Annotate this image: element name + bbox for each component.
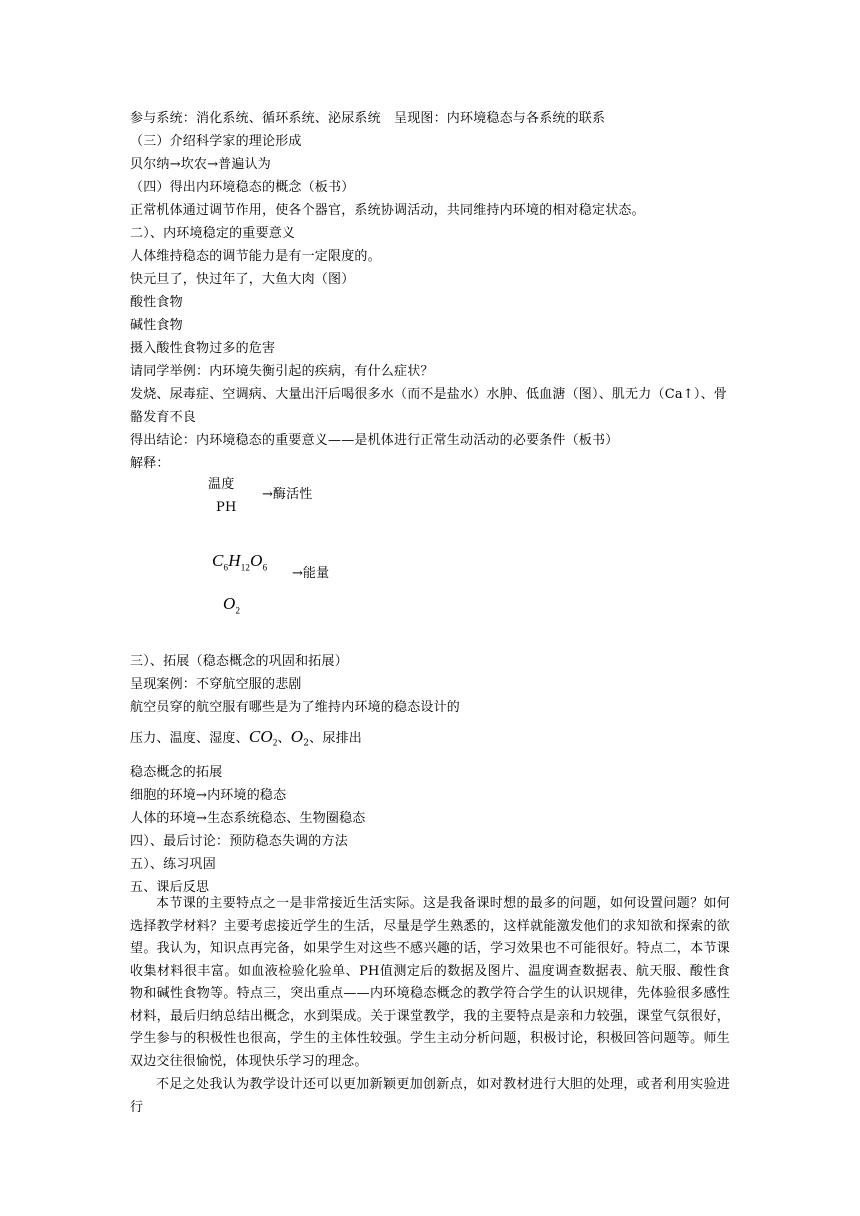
- heading-significance: 二）、内环境稳定的重要意义: [130, 226, 296, 241]
- line-participating-systems: 参与系统：消化系统、循环系统、泌尿系统 呈现图：内环境稳态与各系统的联系: [130, 111, 606, 126]
- formula-c-sub: 6: [223, 562, 229, 573]
- formula-h-sub: 12: [240, 562, 251, 573]
- heading-reflection: 五、课后反思: [130, 880, 210, 895]
- formula-o-sub: 6: [262, 562, 268, 573]
- line-regulation-limit: 人体维持稳态的调节能力是有一定限度的。: [130, 249, 381, 264]
- line-homeostasis-definition: 正常机体通过调节作用，使各个器官，系统协调活动，共同维持内环境的相对稳定状态。: [130, 203, 645, 218]
- formula-oxygen: [223, 594, 240, 620]
- line-explanation: 解释：: [130, 456, 170, 471]
- diagram-temperature: 温度: [208, 477, 235, 492]
- energy-label: 能量: [302, 566, 330, 581]
- factors-text-end: 、尿排出: [309, 731, 362, 746]
- heading-discussion: 四）、最后讨论：预防稳态失调的方法: [130, 834, 348, 849]
- line-case: 呈现案例：不穿航空服的悲剧: [130, 677, 302, 692]
- formula-glucose: [212, 551, 267, 577]
- line-concept-extension: 稳态概念的拓展: [130, 765, 223, 780]
- heading-practice: 五）、练习巩固: [130, 857, 216, 872]
- line-symptoms-cont: 骼发育不良: [130, 410, 197, 425]
- arrow-icon: →: [262, 487, 273, 502]
- formula-o2-inline: O: [290, 727, 304, 746]
- heading-scientists-theory: （三）介绍科学家的理论形成: [130, 134, 302, 149]
- diagram-enzyme-result: [262, 487, 313, 503]
- formula-o2-sub: 2: [235, 605, 241, 616]
- line-spacesuit-question: 航空员穿的航空服有哪些是为了维持内环境的稳态设计的: [130, 700, 461, 715]
- diagram-ph: PH: [216, 500, 237, 515]
- formula-o2: O: [223, 594, 236, 613]
- separator: 、: [277, 731, 291, 746]
- heading-homeostasis-concept: （四）得出内环境稳态的概念（板书）: [130, 180, 355, 195]
- formula-c: C: [212, 551, 224, 570]
- reflection-paragraph-2: 不足之处我认为教学设计还可以更加新颖更加创新点，如对教材进行大胆的处理，或者利用实验进行: [130, 1077, 730, 1115]
- formula-o2-inline-sub: 2: [303, 738, 310, 749]
- diagram-energy-result: [292, 566, 329, 582]
- arrow-icon: →: [292, 566, 303, 581]
- enzyme-activity-label: 酶活性: [272, 487, 313, 502]
- line-holiday-food: 快元旦了，快过年了，大鱼大肉（图）: [130, 272, 355, 287]
- line-scientists-sequence: 贝尔纳→坎农→普遍认为: [130, 157, 271, 172]
- reflection-paragraph-1: 本节课的主要特点之一是非常接近生活实际。这是我备课时想的最多的问题，如何设置问题？如何选择教学材料？主要考虑接近学生的生活，尽量是学生熟悉的，这样就能激发他们的求知欲和探索的欲望。我认为，知识点再完备，如果学生对这些不感兴趣的话，学习效果也不可能很好。特点二，本节课收集材料很丰富。如血液检验化验单、PH值测定后的数据及图片、温度调查数据表、航天服、酸性食物和碱性食物等。特点三，突出重点——内环境稳态概念的教学符合学生的认识规律，先体验很多感性材料，最后归纳总结出概念，水到渠成。关于课堂教学，我的主要特点是亲和力较强，课堂气氛很好，学生参与的积极性也很高，学生的主体性较强。学生主动分析问题，积极讨论，积极回答问题等。师生双边交往很愉悦，体现快乐学习的理念。: [130, 896, 730, 1069]
- formula-co2-sub: 2: [272, 737, 278, 748]
- line-conclusion: 得出结论：内环境稳态的重要意义——是机体进行正常生动活动的必要条件（板书）: [130, 433, 619, 448]
- line-cell-environment: 细胞的环境→内环境的稳态: [130, 788, 287, 803]
- formula-co2: CO: [248, 727, 273, 746]
- line-acidic-harm: 摄入酸性食物过多的危害: [130, 341, 276, 356]
- heading-extension: 三）、拓展（稳态概念的巩固和拓展）: [130, 654, 348, 669]
- formula-h: H: [228, 551, 241, 570]
- line-alkaline-food: 碱性食物: [130, 318, 183, 333]
- line-acidic-food: 酸性食物: [130, 295, 183, 310]
- formula-o: O: [250, 551, 263, 570]
- line-symptoms: 发烧、尿毒症、空调病、大量出汗后喝很多水（而不是盐水）水肿、低血溏（图）、肌无力（Ca↑）、骨: [130, 387, 727, 402]
- line-spacesuit-factors: [130, 726, 362, 755]
- factors-text: 压力、温度、湿度、: [130, 731, 249, 746]
- line-human-environment: 人体的环境→生态系统稳态、生物圈稳态: [130, 811, 366, 826]
- line-ask-examples: 请同学举例：内环境失衡引起的疾病，有什么症状？: [130, 364, 434, 379]
